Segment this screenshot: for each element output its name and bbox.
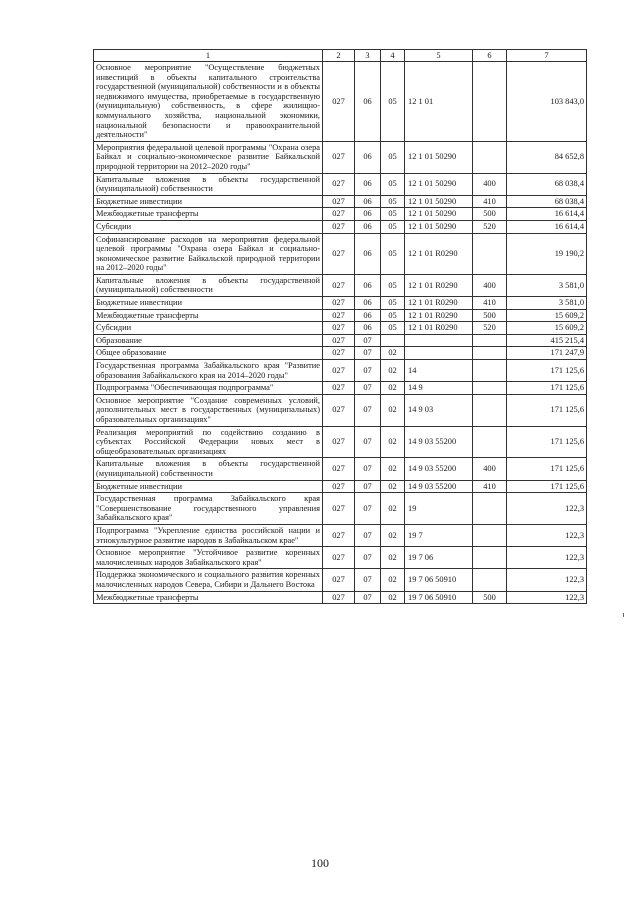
- row-subsection-cell: 05: [381, 220, 405, 233]
- row-grbs-cell: 027: [323, 208, 355, 221]
- row-section-cell: 06: [355, 195, 381, 208]
- header-col-subsection: 4: [381, 50, 405, 62]
- row-expense-type-cell: [473, 360, 507, 382]
- table-row: [94, 62, 587, 142]
- row-subsection-cell: 02: [381, 458, 405, 480]
- table-row: [94, 141, 587, 173]
- row-subsection-cell: [381, 334, 405, 347]
- row-expense-type-cell: 500: [473, 208, 507, 221]
- budget-table-container: [93, 49, 586, 604]
- row-expense-type-cell: 410: [473, 195, 507, 208]
- row-target-article-cell: 14 9 03 55200: [405, 426, 473, 458]
- row-section-cell: 06: [355, 322, 381, 335]
- row-sum-cell: 103 843,0: [507, 62, 587, 142]
- row-sum-cell: 68 038,4: [507, 173, 587, 195]
- row-expense-type-cell: [473, 334, 507, 347]
- row-grbs-cell: 027: [323, 195, 355, 208]
- row-target-article-cell: 12 1 01 50290: [405, 208, 473, 221]
- row-section-cell: 07: [355, 458, 381, 480]
- row-sum-cell: 15 609,2: [507, 322, 587, 335]
- row-sum-cell: 171 125,6: [507, 458, 587, 480]
- row-target-article-cell: 12 1 01 50290: [405, 173, 473, 195]
- row-name-cell: Поддержка экономического и социального развития коренных малочисленных народов Севера, Сибири и Дальнего Востока: [94, 569, 323, 591]
- row-sum-cell: 122,3: [507, 524, 587, 546]
- row-subsection-cell: 05: [381, 322, 405, 335]
- row-expense-type-cell: [473, 493, 507, 525]
- row-name-cell: Софинансирование расходов на мероприятия федеральной целевой программы "Охрана озера Байкал и социально-экономическое развитие Байкальской природной территории на 2012–2020 годы": [94, 233, 323, 274]
- row-grbs-cell: 027: [323, 322, 355, 335]
- row-name-cell: Государственная программа Забайкальского края "Развитие образования Забайкальского края на 2014–2020 годы": [94, 360, 323, 382]
- row-name-cell: Межбюджетные трансферты: [94, 591, 323, 604]
- row-sum-cell: 68 038,4: [507, 195, 587, 208]
- row-section-cell: 06: [355, 208, 381, 221]
- table-row: [94, 547, 587, 569]
- table-row: [94, 347, 587, 360]
- table-row: [94, 360, 587, 382]
- row-grbs-cell: 027: [323, 426, 355, 458]
- row-name-cell: Государственная программа Забайкальского края "Совершенствование государственного управления Забайкальского края": [94, 493, 323, 525]
- table-row: [94, 493, 587, 525]
- margin-mark: [623, 613, 624, 617]
- row-sum-cell: 171 125,6: [507, 360, 587, 382]
- row-sum-cell: 171 125,6: [507, 426, 587, 458]
- row-name-cell: Основное мероприятие "Осуществление бюджетных инвестиций в объекты капитального строительства государственной (муниципальной) собственности и в объекты недвижимого имущества, приобретаемые в государственную (муниципальную) собственность, в сфере жилищно-коммунального хозяйства, национальной экономики, национальной безопасности и правоохранительной деятельности": [94, 62, 323, 142]
- table-row: [94, 173, 587, 195]
- row-expense-type-cell: 410: [473, 297, 507, 310]
- row-sum-cell: 415 215,4: [507, 334, 587, 347]
- row-sum-cell: 171 247,9: [507, 347, 587, 360]
- row-expense-type-cell: [473, 382, 507, 395]
- row-expense-type-cell: 500: [473, 309, 507, 322]
- row-name-cell: Межбюджетные трансферты: [94, 309, 323, 322]
- row-name-cell: Мероприятия федеральной целевой программы "Охрана озера Байкал и социально-экономическое развитие Байкальской природной территории на 2012–2020 годы": [94, 141, 323, 173]
- row-sum-cell: 15 609,2: [507, 309, 587, 322]
- row-name-cell: Субсидии: [94, 220, 323, 233]
- row-sum-cell: 84 652,8: [507, 141, 587, 173]
- row-subsection-cell: 02: [381, 493, 405, 525]
- row-sum-cell: 16 614,4: [507, 208, 587, 221]
- table-row: [94, 297, 587, 310]
- row-subsection-cell: 05: [381, 208, 405, 221]
- row-target-article-cell: 12 1 01 R0290: [405, 309, 473, 322]
- row-subsection-cell: 02: [381, 480, 405, 493]
- row-subsection-cell: 05: [381, 297, 405, 310]
- table-row: [94, 480, 587, 493]
- row-subsection-cell: 02: [381, 569, 405, 591]
- row-expense-type-cell: [473, 347, 507, 360]
- row-expense-type-cell: [473, 62, 507, 142]
- row-sum-cell: 171 125,6: [507, 394, 587, 426]
- row-target-article-cell: 19 7 06 50910: [405, 591, 473, 604]
- row-name-cell: Бюджетные инвестиции: [94, 297, 323, 310]
- row-name-cell: Образование: [94, 334, 323, 347]
- row-sum-cell: 122,3: [507, 591, 587, 604]
- table-row: [94, 394, 587, 426]
- row-target-article-cell: 14 9 03: [405, 394, 473, 426]
- table-row: [94, 458, 587, 480]
- row-sum-cell: 3 581,0: [507, 274, 587, 296]
- row-name-cell: Основное мероприятие "Устойчивое развитие коренных малочисленных народов Забайкальского края": [94, 547, 323, 569]
- row-name-cell: Капитальные вложения в объекты государственной (муниципальной) собственности: [94, 458, 323, 480]
- table-row: [94, 208, 587, 221]
- row-target-article-cell: 12 1 01 50290: [405, 195, 473, 208]
- row-section-cell: 06: [355, 173, 381, 195]
- row-name-cell: Бюджетные инвестиции: [94, 195, 323, 208]
- row-grbs-cell: 027: [323, 309, 355, 322]
- page-number: 100: [311, 856, 329, 870]
- row-subsection-cell: 05: [381, 233, 405, 274]
- header-col-sum: 7: [507, 50, 587, 62]
- row-sum-cell: 122,3: [507, 569, 587, 591]
- row-subsection-cell: 05: [381, 274, 405, 296]
- table-row: [94, 524, 587, 546]
- table-row: [94, 591, 587, 604]
- row-section-cell: 06: [355, 274, 381, 296]
- row-section-cell: 07: [355, 394, 381, 426]
- row-section-cell: 06: [355, 309, 381, 322]
- row-sum-cell: 3 581,0: [507, 297, 587, 310]
- row-target-article-cell: [405, 334, 473, 347]
- row-subsection-cell: 05: [381, 195, 405, 208]
- row-grbs-cell: 027: [323, 547, 355, 569]
- row-expense-type-cell: 500: [473, 591, 507, 604]
- row-section-cell: 06: [355, 233, 381, 274]
- row-expense-type-cell: [473, 524, 507, 546]
- row-grbs-cell: 027: [323, 591, 355, 604]
- row-name-cell: Капитальные вложения в объекты государственной (муниципальной) собственности: [94, 274, 323, 296]
- row-grbs-cell: 027: [323, 334, 355, 347]
- table-row: [94, 233, 587, 274]
- row-target-article-cell: 12 1 01 50290: [405, 141, 473, 173]
- row-grbs-cell: 027: [323, 493, 355, 525]
- row-subsection-cell: 05: [381, 309, 405, 322]
- row-grbs-cell: 027: [323, 274, 355, 296]
- row-section-cell: 07: [355, 547, 381, 569]
- row-section-cell: 07: [355, 569, 381, 591]
- row-target-article-cell: 12 1 01 R0290: [405, 297, 473, 310]
- row-subsection-cell: 02: [381, 394, 405, 426]
- header-col-name: 1: [94, 50, 323, 62]
- table-row: [94, 195, 587, 208]
- row-subsection-cell: 02: [381, 382, 405, 395]
- table-row: [94, 309, 587, 322]
- row-target-article-cell: 12 1 01 50290: [405, 220, 473, 233]
- row-sum-cell: 16 614,4: [507, 220, 587, 233]
- header-col-grbs: 2: [323, 50, 355, 62]
- row-name-cell: Бюджетные инвестиции: [94, 480, 323, 493]
- row-expense-type-cell: 400: [473, 274, 507, 296]
- row-target-article-cell: 12 1 01 R0290: [405, 233, 473, 274]
- row-target-article-cell: 12 1 01 R0290: [405, 274, 473, 296]
- row-section-cell: 07: [355, 334, 381, 347]
- table-row: [94, 274, 587, 296]
- row-target-article-cell: 19 7 06: [405, 547, 473, 569]
- row-grbs-cell: 027: [323, 141, 355, 173]
- row-grbs-cell: 027: [323, 173, 355, 195]
- row-expense-type-cell: [473, 426, 507, 458]
- row-grbs-cell: 027: [323, 233, 355, 274]
- row-grbs-cell: 027: [323, 524, 355, 546]
- row-expense-type-cell: 520: [473, 322, 507, 335]
- row-subsection-cell: 02: [381, 524, 405, 546]
- row-section-cell: 07: [355, 360, 381, 382]
- row-grbs-cell: 027: [323, 62, 355, 142]
- row-target-article-cell: 19 7: [405, 524, 473, 546]
- row-expense-type-cell: [473, 141, 507, 173]
- row-section-cell: 07: [355, 493, 381, 525]
- row-target-article-cell: 14 9: [405, 382, 473, 395]
- row-sum-cell: 171 125,6: [507, 480, 587, 493]
- row-target-article-cell: [405, 347, 473, 360]
- row-name-cell: Общее образование: [94, 347, 323, 360]
- budget-table: [93, 49, 587, 604]
- row-expense-type-cell: [473, 394, 507, 426]
- row-section-cell: 07: [355, 382, 381, 395]
- row-sum-cell: 122,3: [507, 547, 587, 569]
- row-sum-cell: 171 125,6: [507, 382, 587, 395]
- row-subsection-cell: 05: [381, 62, 405, 142]
- row-target-article-cell: 12 1 01 R0290: [405, 322, 473, 335]
- row-name-cell: Основное мероприятие "Создание современных условий, дополнительных мест в государственных (муниципальных) образовательных организациях": [94, 394, 323, 426]
- row-expense-type-cell: [473, 233, 507, 274]
- row-expense-type-cell: 400: [473, 458, 507, 480]
- row-target-article-cell: 14 9 03 55200: [405, 480, 473, 493]
- row-section-cell: 06: [355, 220, 381, 233]
- row-subsection-cell: 02: [381, 426, 405, 458]
- row-grbs-cell: 027: [323, 458, 355, 480]
- table-row: [94, 322, 587, 335]
- row-subsection-cell: 02: [381, 591, 405, 604]
- row-name-cell: Подпрограмма "Обеспечивающая подпрограмма": [94, 382, 323, 395]
- row-section-cell: 06: [355, 297, 381, 310]
- row-expense-type-cell: [473, 547, 507, 569]
- row-subsection-cell: 05: [381, 141, 405, 173]
- row-grbs-cell: 027: [323, 220, 355, 233]
- row-name-cell: Подпрограмма "Укрепление единства российской нации и этнокультурное развитие народов в Забайкальском крае": [94, 524, 323, 546]
- row-expense-type-cell: 400: [473, 173, 507, 195]
- header-col-section: 3: [355, 50, 381, 62]
- row-expense-type-cell: [473, 569, 507, 591]
- row-subsection-cell: 02: [381, 547, 405, 569]
- row-section-cell: 07: [355, 426, 381, 458]
- row-section-cell: 06: [355, 141, 381, 173]
- row-grbs-cell: 027: [323, 347, 355, 360]
- row-grbs-cell: 027: [323, 569, 355, 591]
- row-section-cell: 07: [355, 347, 381, 360]
- row-section-cell: 06: [355, 62, 381, 142]
- row-name-cell: Реализация мероприятий по содействию созданию в субъектах Российской Федерации новых мест в общеобразовательных организациях: [94, 426, 323, 458]
- row-sum-cell: 19 190,2: [507, 233, 587, 274]
- row-name-cell: Капитальные вложения в объекты государственной (муниципальной) собственности: [94, 173, 323, 195]
- row-target-article-cell: 19 7 06 50910: [405, 569, 473, 591]
- row-grbs-cell: 027: [323, 360, 355, 382]
- row-expense-type-cell: 410: [473, 480, 507, 493]
- row-sum-cell: 122,3: [507, 493, 587, 525]
- row-grbs-cell: 027: [323, 297, 355, 310]
- row-section-cell: 07: [355, 480, 381, 493]
- row-section-cell: 07: [355, 591, 381, 604]
- row-target-article-cell: 19: [405, 493, 473, 525]
- row-target-article-cell: 14 9 03 55200: [405, 458, 473, 480]
- table-row: [94, 334, 587, 347]
- table-row: [94, 426, 587, 458]
- row-target-article-cell: 14: [405, 360, 473, 382]
- table-row: [94, 382, 587, 395]
- row-subsection-cell: 02: [381, 347, 405, 360]
- table-header-row: [94, 50, 587, 62]
- table-row: [94, 569, 587, 591]
- row-subsection-cell: 05: [381, 173, 405, 195]
- table-body: [94, 62, 587, 604]
- row-grbs-cell: 027: [323, 394, 355, 426]
- row-name-cell: Межбюджетные трансферты: [94, 208, 323, 221]
- header-col-expense-type: 6: [473, 50, 507, 62]
- header-col-target-article: 5: [405, 50, 473, 62]
- row-name-cell: Субсидии: [94, 322, 323, 335]
- table-row: [94, 220, 587, 233]
- row-section-cell: 07: [355, 524, 381, 546]
- row-subsection-cell: 02: [381, 360, 405, 382]
- row-grbs-cell: 027: [323, 480, 355, 493]
- row-grbs-cell: 027: [323, 382, 355, 395]
- row-expense-type-cell: 520: [473, 220, 507, 233]
- row-target-article-cell: 12 1 01: [405, 62, 473, 142]
